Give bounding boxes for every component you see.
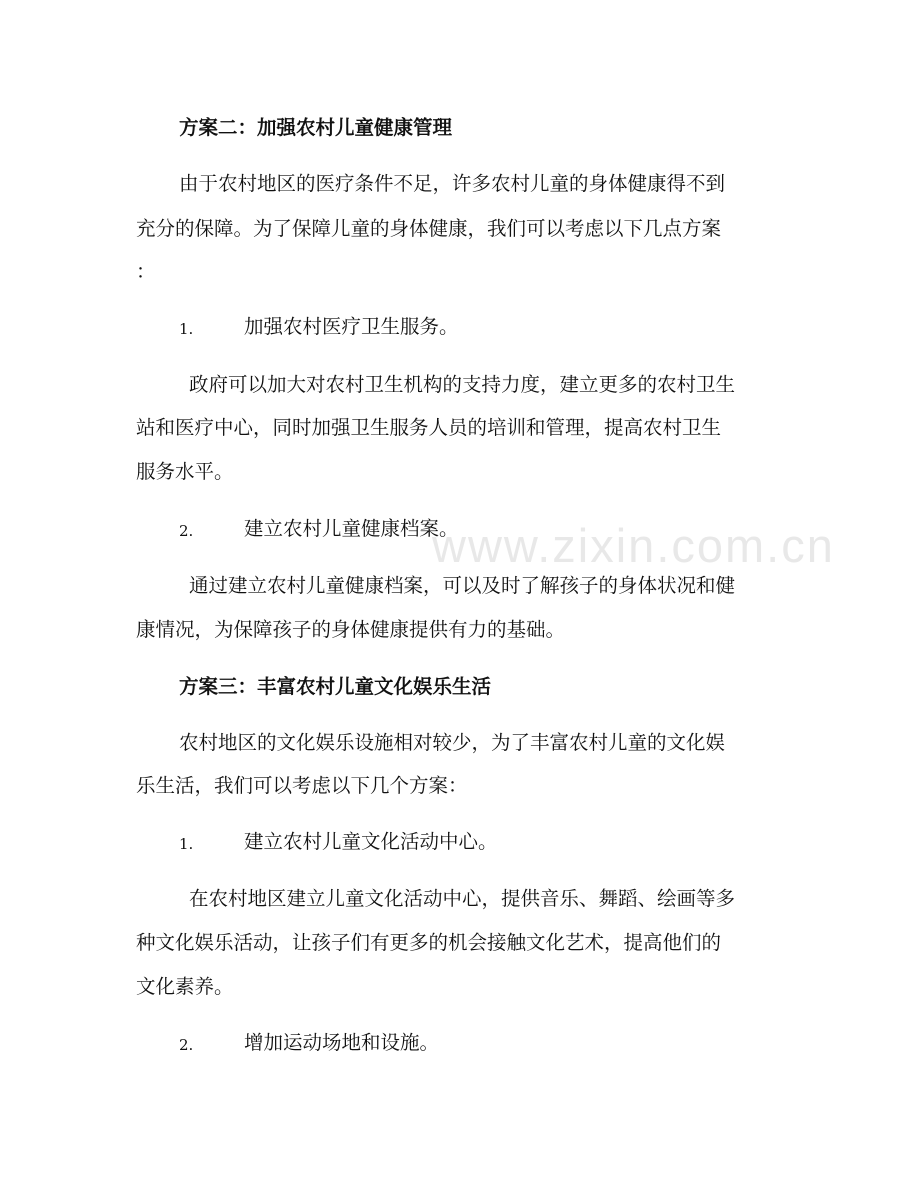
paragraph-line: 政府可以加大对农村卫生机构的支持力度，建立更多的农村卫生 <box>189 373 736 396</box>
paragraph-line: 康情况，为保障孩子的身体健康提供有力的基础。 <box>136 618 566 641</box>
paragraph-line: 在农村地区建立儿童文化活动中心，提供音乐、舞蹈、绘画等多 <box>189 887 736 910</box>
list-item-title: 增加运动场地和设施。 <box>244 1031 440 1054</box>
list-number: 1. <box>179 320 194 338</box>
list-number: 2. <box>179 522 194 540</box>
section-heading: 方案三：丰富农村儿童文化娱乐生活 <box>179 675 492 698</box>
paragraph-line: ： <box>136 260 156 283</box>
paragraph-line: 服务水平。 <box>136 460 234 483</box>
list-item-title: 建立农村儿童健康档案。 <box>244 517 459 540</box>
list-number: 1. <box>179 835 194 853</box>
list-item-title: 建立农村儿童文化活动中心。 <box>244 830 498 853</box>
section-heading: 方案二：加强农村儿童健康管理 <box>179 116 453 139</box>
paragraph-line: 种文化娱乐活动，让孩子们有更多的机会接触文化艺术，提高他们的 <box>136 931 722 954</box>
paragraph-line: 农村地区的文化娱乐设施相对较少，为了丰富农村儿童的文化娱 <box>179 731 726 754</box>
paragraph-line: 乐生活，我们可以考虑以下几个方案： <box>136 774 468 797</box>
list-item-title: 加强农村医疗卫生服务。 <box>244 315 459 338</box>
watermark: www.zixin.com.cn <box>432 519 835 572</box>
paragraph-line: 通过建立农村儿童健康档案，可以及时了解孩子的身体状况和健 <box>189 574 736 597</box>
paragraph-line: 充分的保障。为了保障儿童的身体健康，我们可以考虑以下几点方案 <box>136 217 722 240</box>
paragraph-line: 文化素养。 <box>136 975 234 998</box>
paragraph-line: 站和医疗中心，同时加强卫生服务人员的培训和管理，提高农村卫生 <box>136 416 722 439</box>
paragraph-line: 由于农村地区的医疗条件不足，许多农村儿童的身体健康得不到 <box>179 172 726 195</box>
list-number: 2. <box>179 1036 194 1054</box>
